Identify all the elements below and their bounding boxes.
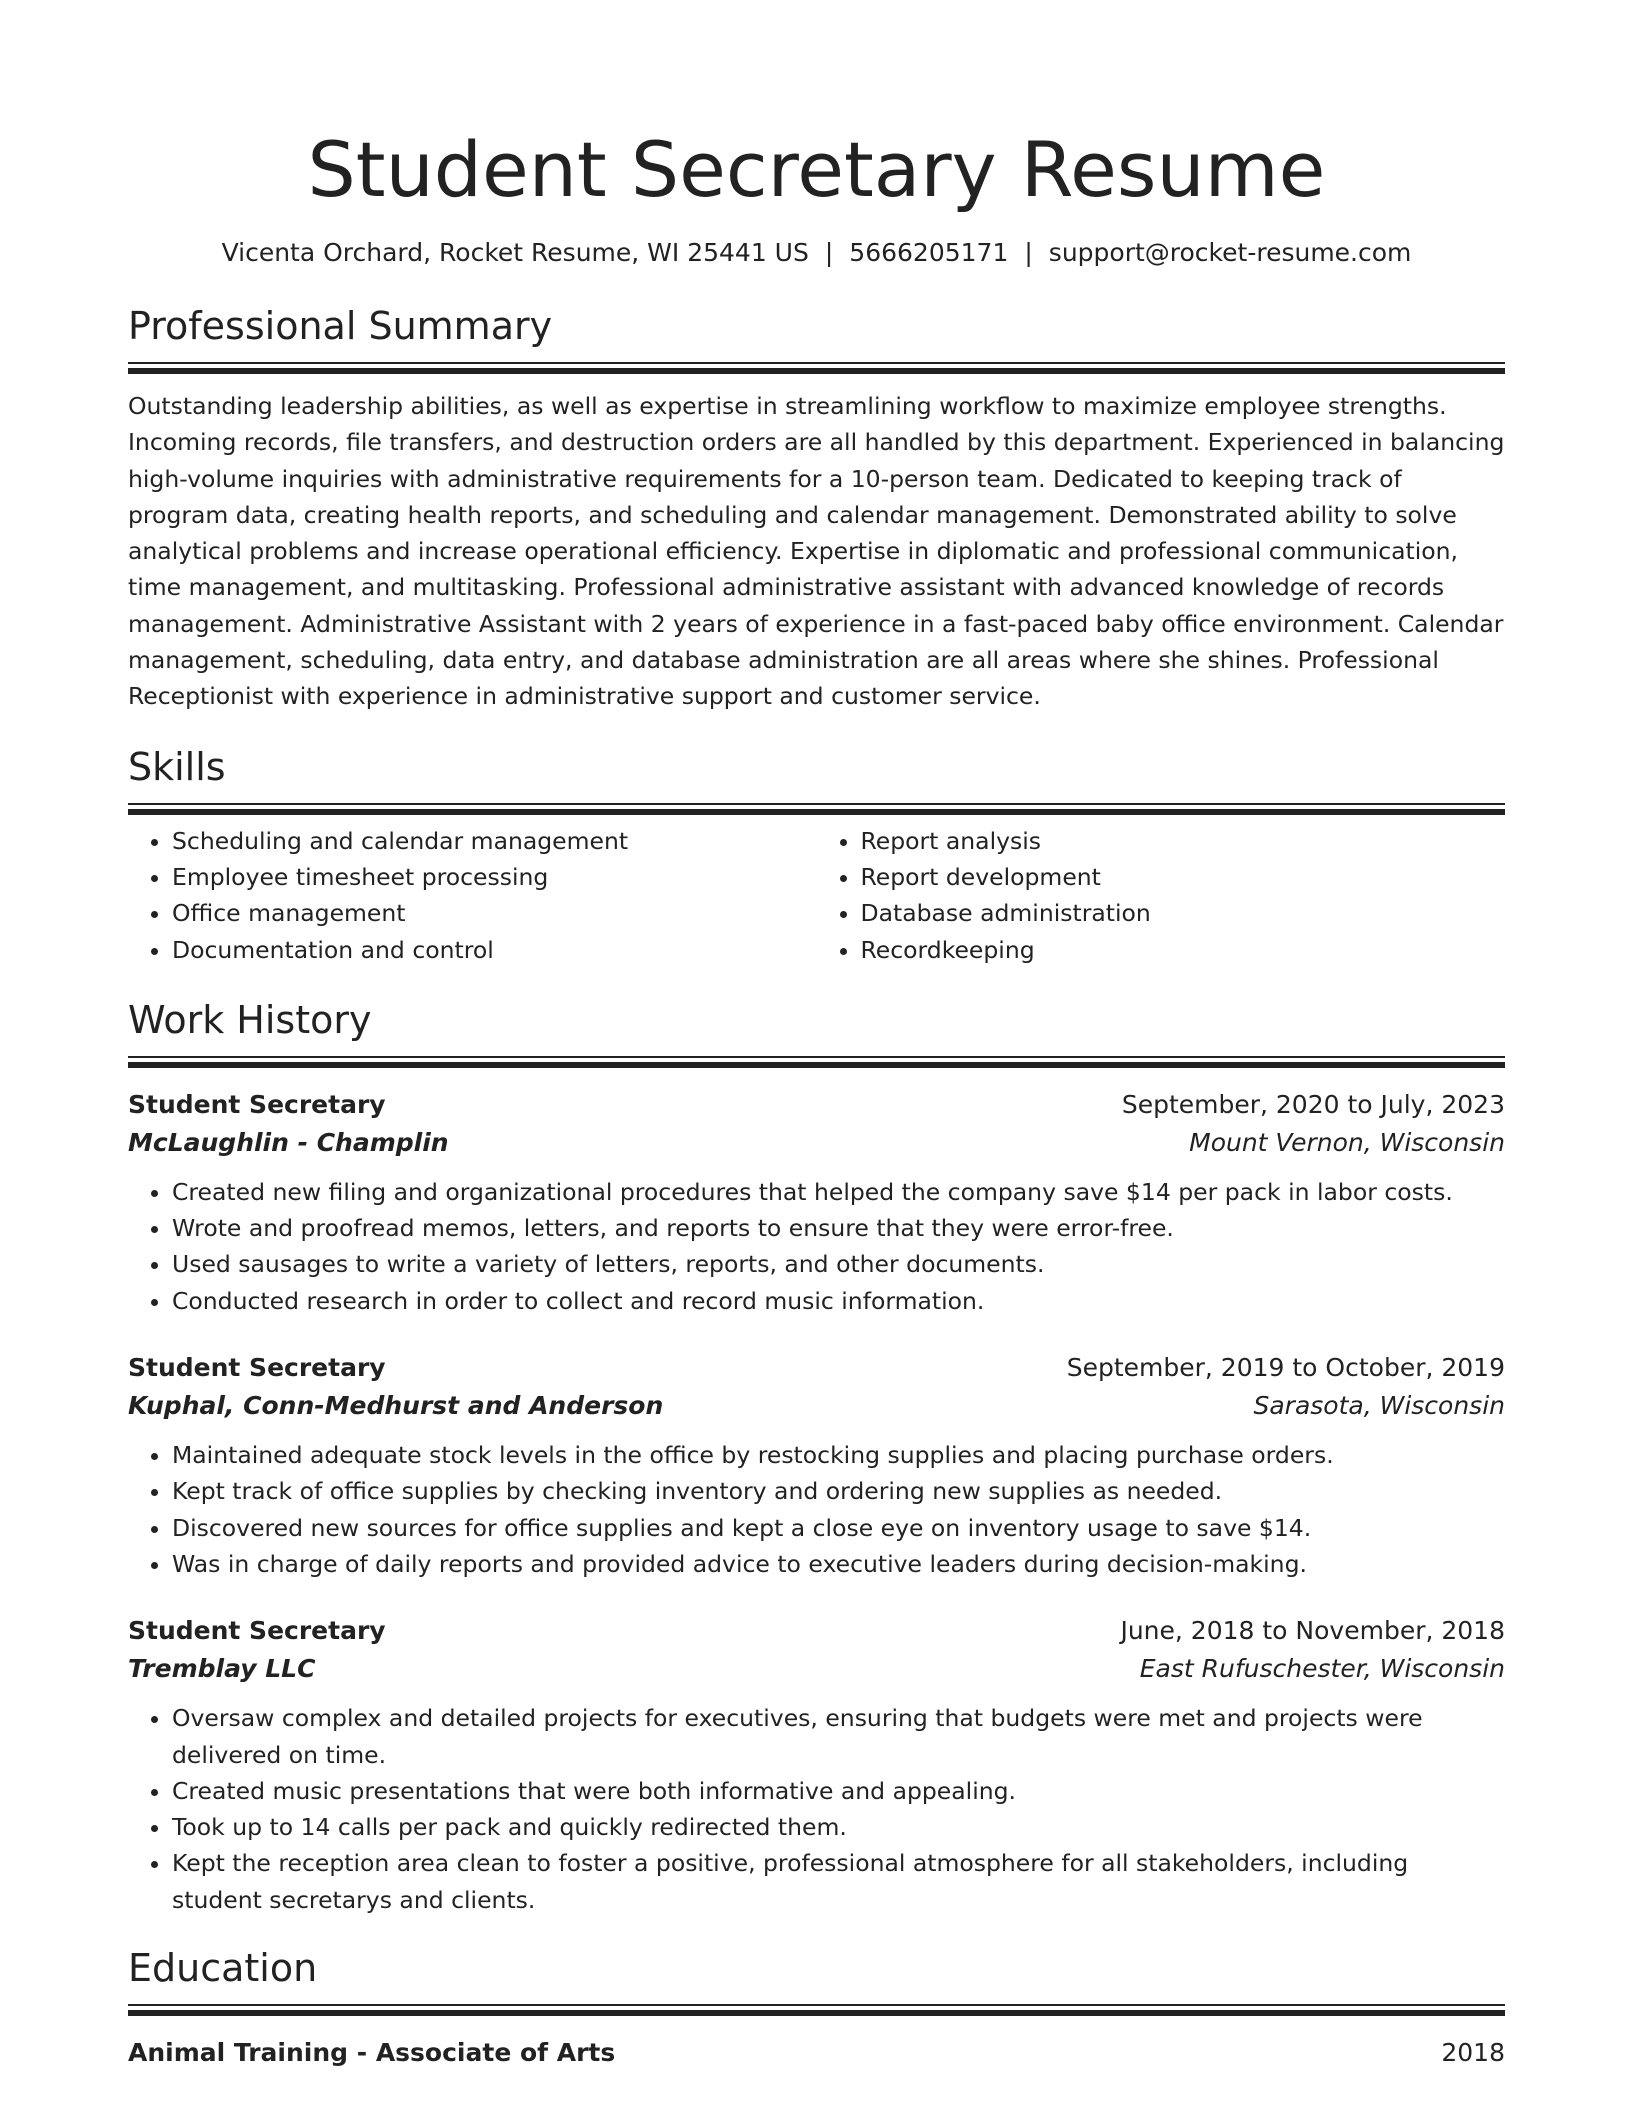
job-bullet: • Maintained adequate stock levels in the office by restocking supplies and placing purchase orders. [172,1437,1505,1473]
resume-title: Student Secretary Resume [307,125,1326,214]
education-entry [128,2034,1505,2072]
job-bullet: • Conducted research in order to collect and record music information. [172,1283,1505,1319]
section-heading-work-history: Work History [128,997,372,1042]
job-dates: September, 2019 to October, 2019 [1066,1353,1505,1383]
job-bullet: • Wrote and proofread memos, letters, and reports to ensure that they were error-free. [172,1210,1505,1246]
skill-item: • Office management [172,895,817,931]
job-header-row [128,1612,1505,1650]
contact-address: Vicenta Orchard, Rocket Resume, WI 25441 US [221,238,809,267]
job-header-row [128,1349,1505,1387]
job-title: Student Secretary [128,1353,386,1383]
job-header-row [128,1086,1505,1124]
job-entry [128,1349,1505,1582]
summary-text: Outstanding leadership abilities, as well as expertise in streamlining workflow to maximize employee strengths. Incoming records, file transfers, and destruction orders are all handled by this department. Experienced in balancing high-volume inquiries with administrative requirements for a 10-person team. Dedicated to keeping track of program data, creating health reports, and scheduling and calendar management. Demonstrated ability to solve analytical problems and increase operational efficiency. Expertise in diplomatic and professional communication, time management, and multitasking. Professional administrative assistant with advanced knowledge of records management. Administrative Assistant with 2 years of experience in a fast-paced baby office environment. Calendar management, scheduling, data entry, and database administration are all areas where she shines. Professional Receptionist with experience in administrative support and customer service. [128,392,1505,711]
skill-item: • Database administration [861,895,1506,931]
job-title: Student Secretary [128,1616,386,1646]
job-entry [128,1612,1505,1918]
skills-section [128,743,1505,968]
job-company: McLaughlin - Champlin [128,1127,449,1157]
education-degree: Animal Training - Associate of Arts [128,2038,616,2068]
job-bullet: • Created music presentations that were both informative and appealing. [172,1773,1505,1809]
contact-separator: | [824,238,834,267]
job-dates: September, 2020 to July, 2023 [1121,1089,1505,1119]
job-subheader-row [128,1387,1505,1425]
job-company: Kuphal, Conn-Medhurst and Anderson [128,1391,664,1421]
contact-email[interactable]: support@rocket-resume.com [1048,238,1412,267]
section-divider [128,803,1505,813]
section-divider [128,362,1505,372]
skill-item: • Employee timesheet processing [172,859,817,895]
skill-item: • Report development [861,859,1506,895]
job-location: East Rufuschester, Wisconsin [1139,1654,1505,1684]
job-bullet: • Discovered new sources for office supplies and kept a close eye on inventory usage to save $14. [172,1510,1505,1546]
contact-separator: | [1024,238,1033,267]
job-location: Sarasota, Wisconsin [1253,1391,1505,1421]
job-bullet: • Kept the reception area clean to foster a positive, professional atmosphere for all stakeholders, including student secretarys and clients. [172,1845,1505,1918]
contact-line [128,236,1505,270]
job-company: Tremblay LLC [128,1654,316,1684]
job-subheader-row [128,1650,1505,1688]
job-bullet: • Oversaw complex and detailed projects for executives, ensuring that budgets were met and projects were delivered on time. [172,1700,1505,1773]
section-divider [128,2004,1505,2014]
summary-section [128,302,1505,715]
job-bullet: • Took up to 14 calls per pack and quickly redirected them. [172,1809,1505,1845]
section-divider [128,1056,1505,1066]
work-history-section [128,996,1505,1918]
skill-item: • Scheduling and calendar management [172,823,817,859]
education-year: 2018 [1441,2038,1505,2068]
job-bullet: • Created new filing and organizational procedures that helped the company save $14 per pack in labor costs. [172,1174,1505,1210]
job-dates: June, 2018 to November, 2018 [1120,1616,1505,1646]
job-entry [128,1086,1505,1319]
contact-phone: 5666205171 [849,238,1009,267]
section-heading-education: Education [128,1946,318,1991]
section-heading-summary: Professional Summary [128,304,553,348]
job-bullet: • Used sausages to write a variety of letters, reports, and other documents. [172,1246,1505,1282]
job-title: Student Secretary [128,1089,386,1119]
job-subheader-row [128,1124,1505,1162]
skill-item: • Recordkeeping [861,932,1506,968]
section-heading-skills: Skills [128,744,226,789]
skill-item: • Report analysis [861,823,1506,859]
skills-column-right [817,823,1506,968]
job-bullet: • Was in charge of daily reports and provided advice to executive leaders during decision-making. [172,1546,1505,1582]
education-section [128,1944,1505,2072]
job-location: Mount Vernon, Wisconsin [1189,1127,1505,1157]
skill-item: • Documentation and control [172,932,817,968]
skills-grid [128,823,1505,968]
job-bullet: • Kept track of office supplies by checking inventory and ordering new supplies as needed. [172,1473,1505,1509]
skills-column-left [128,823,817,968]
